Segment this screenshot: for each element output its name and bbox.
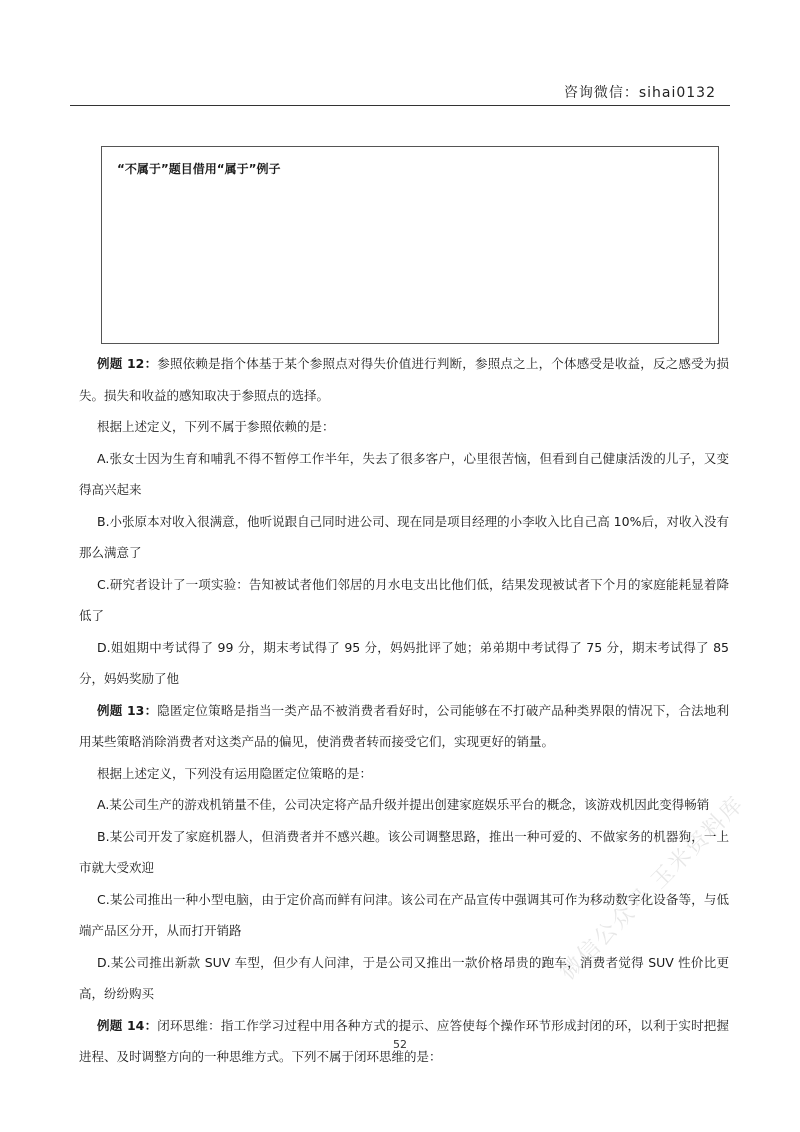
example-13-definition: 例题 13：隐匿定位策略是指当一类产品不被消费者看好时，公司能够在不打破产品种类界限的情况下，合法地利用某些策略消除消费者对这类产品的偏见，使消费者转而接受它们，实现更好的销量。 [79,702,729,749]
example-12-option-b: B.小张原本对收入很满意，他听说跟自己同时进公司、现在同是项目经理的小李收入比自己高 10%后，对收入没有那么满意了 [79,513,729,560]
example-12-option-a: A.张女士因为生育和哺乳不得不暂停工作半年，失去了很多客户，心里很苦恼，但看到自己健康活泼的儿子，又变得高兴起来 [79,450,729,497]
example-12-option-c: C.研究者设计了一项实验：告知被试者他们邻居的月水电支出比他们低，结果发现被试者下个月的家庭能耗显着降低了 [79,576,729,623]
example-12-question: 根据上述定义，下列不属于参照依赖的是： [97,419,335,434]
example-label: 例题 13： [97,702,158,718]
example-12-definition: 例题 12：参照依赖是指个体基于某个参照点对得失价值进行判断，参照点之上，个体感受是收益，反之感受为损失。损失和收益的感知取决于参照点的选择。 [79,356,729,403]
header-contact: 咨询微信：sihai0132 [563,85,716,101]
header-divider [70,105,730,106]
document-body [79,348,729,1073]
example-13-option-c: C.某公司推出一种小型电脑，由于定价高而鲜有问津。该公司在产品宣传中强调其可作为移动数字化设备等，与低端产品区分开，从而打开销路 [79,891,729,938]
example-label: 例题 14： [97,1017,158,1033]
note-box [101,146,719,344]
example-label: 例题 12： [97,356,158,371]
example-13-option-b: B.某公司开发了家庭机器人，但消费者并不感兴趣。该公司调整思路，推出一种可爱的、不做家务的机器狗，一上市就大受欢迎 [79,828,729,875]
watermark: 微信公众号 玉米资料库 [555,791,750,986]
page-number: 52 [393,1038,407,1051]
example-12-option-d: D.姐姐期中考试得了 99 分，期末考试得了 95 分，妈妈批评了她；弟弟期中考试得了 75 分，期末考试得了 85 分，妈妈奖励了他 [79,639,729,686]
example-13-option-a: A.某公司生产的游戏机销量不佳，公司决定将产品升级并提出创建家庭娱乐平台的概念，该游戏机因此变得畅销 [97,797,710,812]
example-13-option-d: D.某公司推出新款 SUV 车型，但少有人问津，于是公司又推出一款价格昂贵的跑车，消费者觉得 SUV 性价比更高，纷纷购买 [79,954,729,1001]
note-box-title: “不属于”题目借用“属于”例子 [117,162,281,176]
example-13-question: 根据上述定义，下列没有运用隐匿定位策略的是： [97,765,373,781]
example-14-definition: 例题 14：闭环思维：指工作学习过程中用各种方式的提示、应答使每个操作环节形成封闭的环，以利于实时把握进程、及时调整方向的一种思维方式。下列不属于闭环思维的是： [79,1017,729,1064]
